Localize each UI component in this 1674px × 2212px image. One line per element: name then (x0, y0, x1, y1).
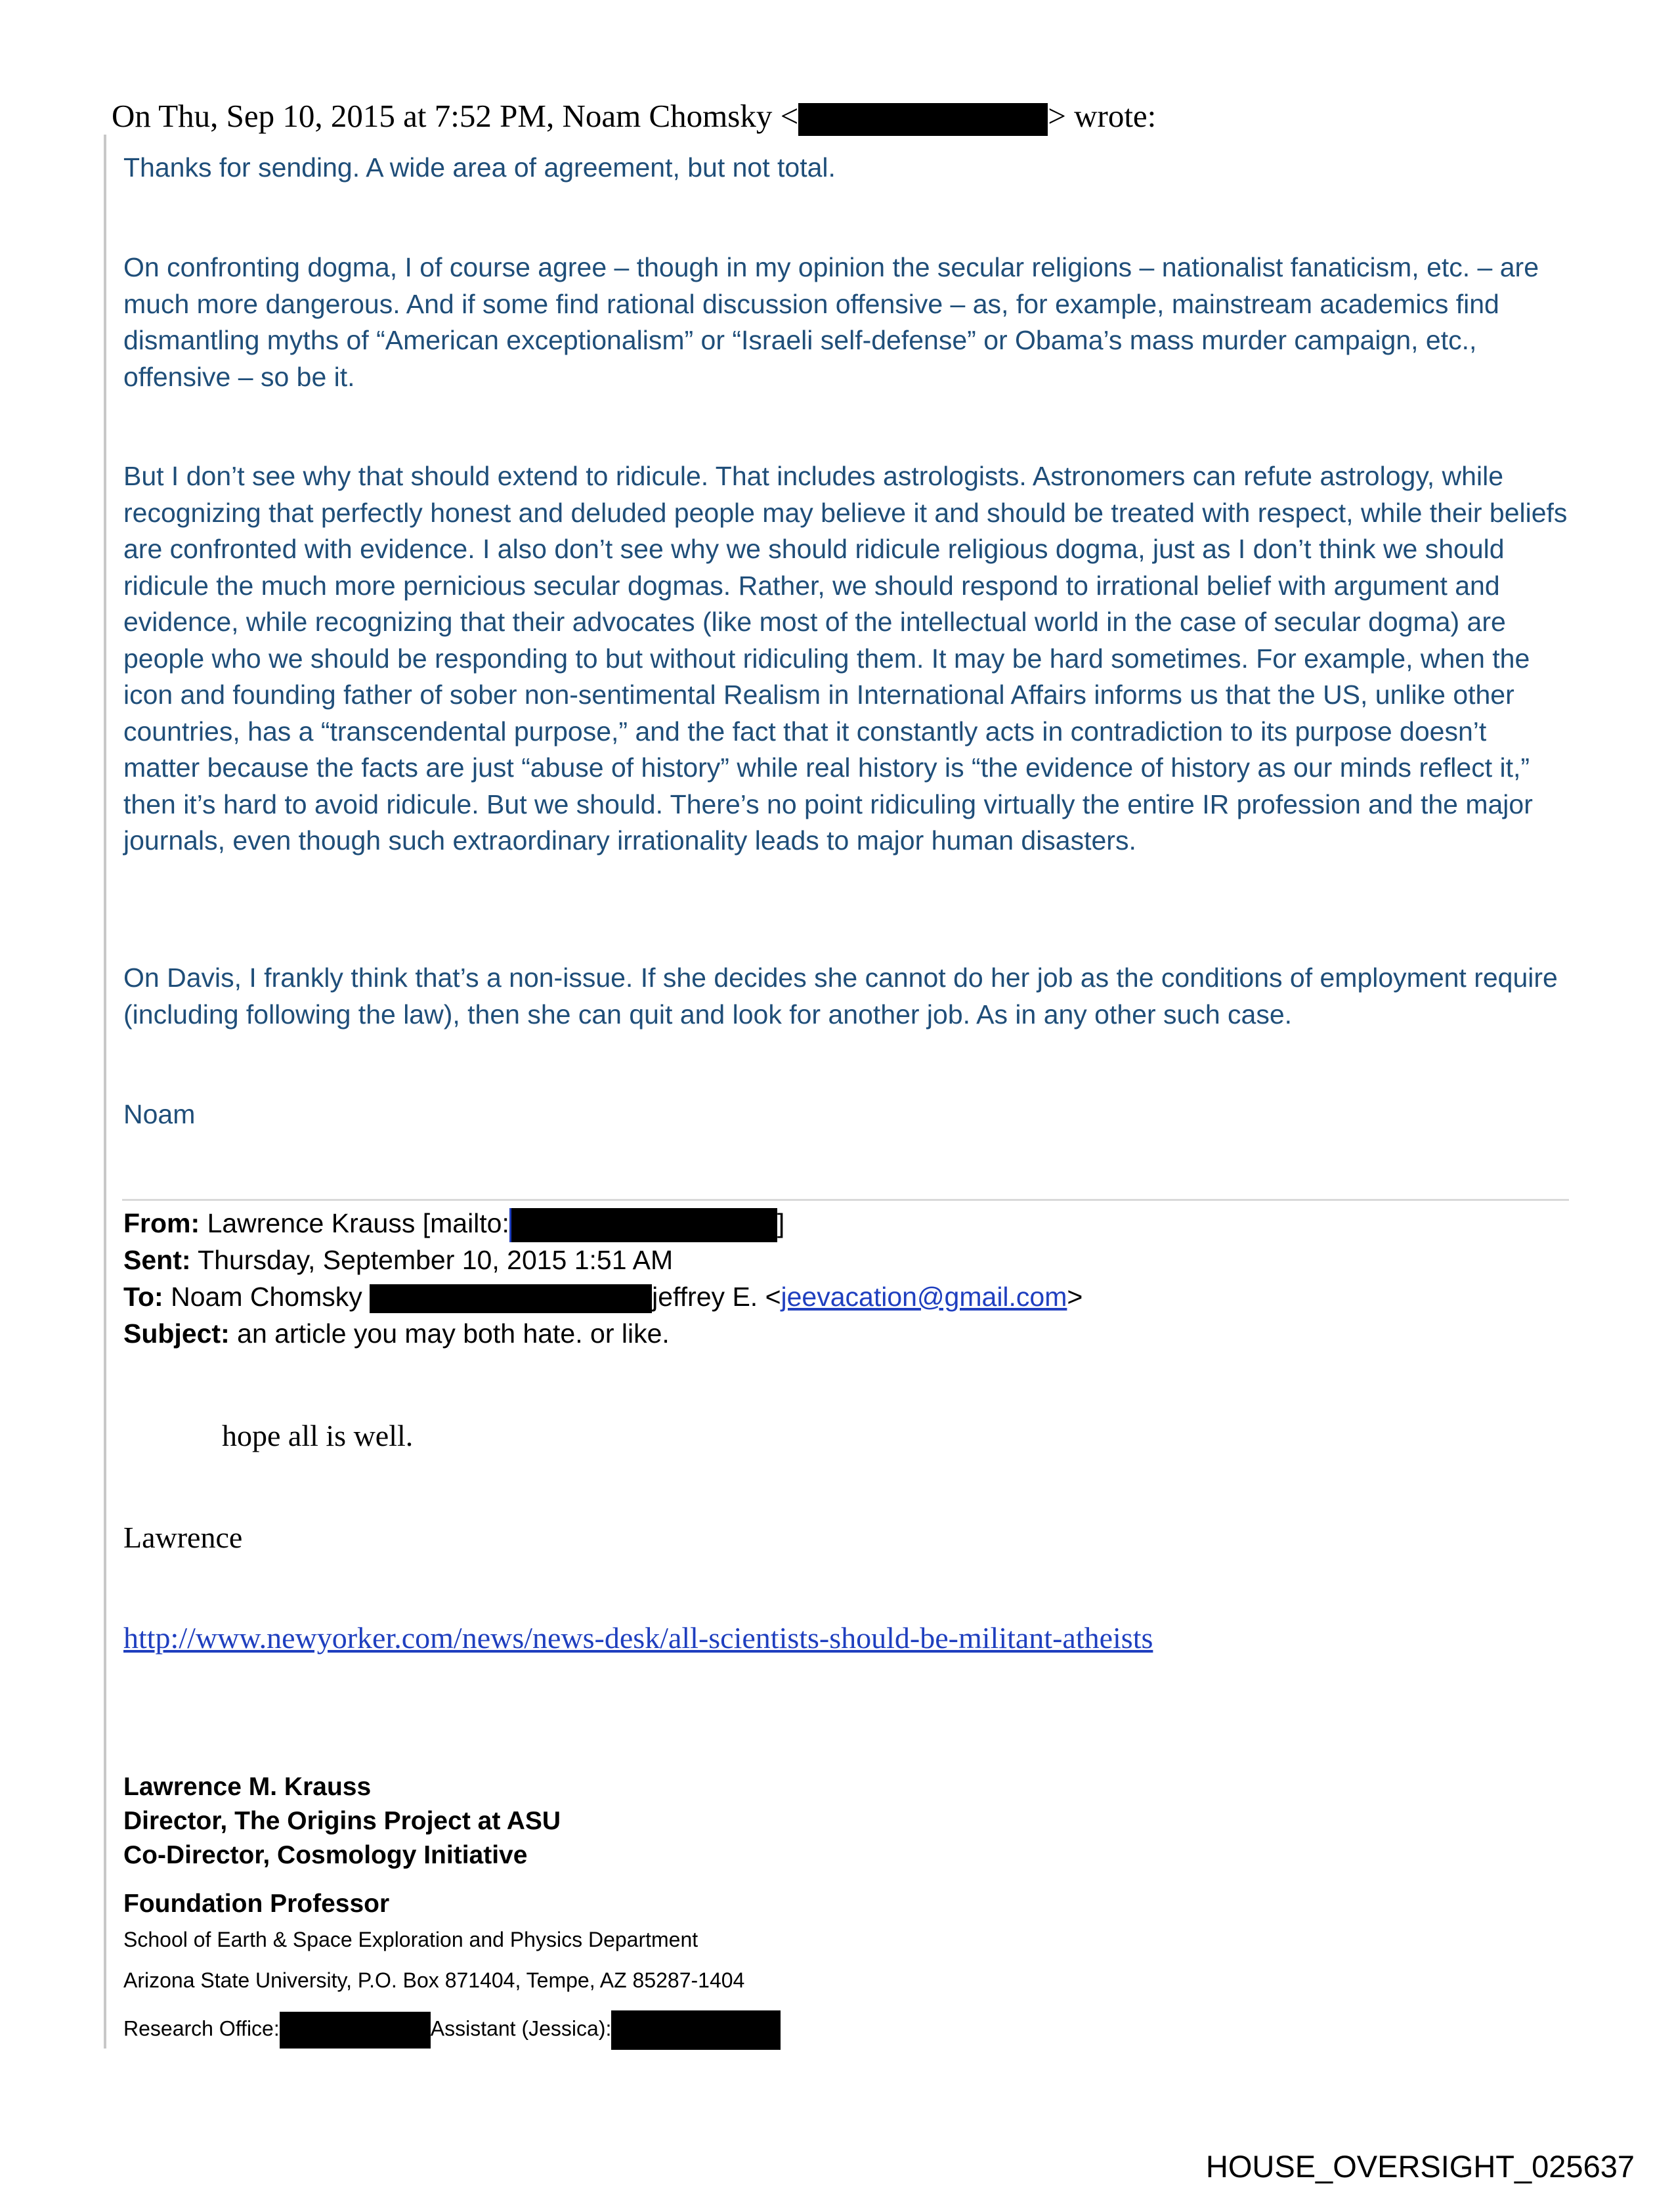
sent-value: Thursday, September 10, 2015 1:51 AM (198, 1245, 674, 1275)
subject-line (123, 1318, 670, 1349)
reply-signoff: Noam (123, 1099, 196, 1129)
reply-header-prefix: On Thu, Sep 10, 2015 at 7:52 PM, Noam Chomsky < (112, 98, 799, 134)
redaction-block (611, 2010, 781, 2050)
research-office-label: Research Office: (123, 2016, 280, 2041)
from-line (123, 1208, 784, 1242)
reply-header (112, 97, 1156, 136)
reply-header-suffix: > wrote: (1048, 98, 1157, 134)
redaction-block (280, 2012, 431, 2049)
article-link[interactable]: http://www.newyorker.com/news/news-desk/all-scientists-should-be-militant-atheists (123, 1621, 1153, 1655)
subject-value: an article you may both hate. or like. (237, 1318, 670, 1349)
body-greeting: hope all is well. (222, 1419, 414, 1452)
signature-title-1: Director, The Origins Project at ASU (123, 1807, 561, 1835)
body-name: Lawrence (123, 1521, 243, 1554)
to-label: To: (123, 1282, 163, 1312)
to-close: > (1067, 1282, 1083, 1312)
reply-paragraph-2: On confronting dogma, I of course agree – though in my opinion the secular religions – nationalist fanaticism, etc. – are much more dangerous. And if some find rational discussion offensive – as, for example, mainstream academics find dismantling myths of “American exceptionalism” or “Israeli self-defense” or Obama’s mass murder campaign, etc., offensive – so be it. (123, 252, 1539, 392)
bates-number: HOUSE_OVERSIGHT_025637 (1205, 2149, 1635, 2184)
separator-line (122, 1199, 1569, 1201)
reply-paragraph-1: Thanks for sending. A wide area of agreement, but not total. (123, 152, 836, 183)
quote-bar (104, 135, 106, 2049)
sent-label: Sent: (123, 1245, 191, 1275)
signature-address: Arizona State University, P.O. Box 871404, Tempe, AZ 85287-1404 (123, 1968, 745, 1992)
assistant-label: Assistant (Jessica): (430, 2016, 612, 2041)
redaction-block (798, 103, 1048, 136)
sent-line (123, 1245, 673, 1276)
signature-department: School of Earth & Space Exploration and Physics Department (123, 1928, 698, 1951)
signature-title-2: Co-Director, Cosmology Initiative (123, 1841, 528, 1869)
to-value: Noam Chomsky (171, 1282, 362, 1312)
from-value: Lawrence Krauss [mailto: (207, 1208, 509, 1238)
reply-paragraph-3: But I don’t see why that should extend to ridicule. That includes astrologists. Astronomers can refute astrology, while recognizing that perfectly honest and deluded people may believe it and should be treated with respect, while their beliefs are confronted with evidence. I also don’t see why we should ridicule religious dogma, just as I don’t think we should ridicule the much more pernicious secular dogmas. Rather, we should respond to irrational belief with argument and evidence, while recognizing that their advocates (like most of the intellectual world in the case of secular dogma) are people who we should be responding to but without ridiculing them. It may be hard sometimes. For example, when the icon and founding father of sober non-sentimental Realism in International Affairs informs us that the US, unlike other countries, has a “transcendental purpose,” and the fact that it constantly acts in contradiction to its purpose doesn’t matter because the facts are just “abuse of history” while real history is “the evidence of history as our minds reflect it,” then it’s hard to avoid ridicule. But we should. There’s no point ridiculing virtually the entire IR profession and the major journals, even though such extraordinary irrationality leads to major human disasters. (123, 461, 1568, 856)
redaction-block (370, 1284, 652, 1313)
email-link[interactable]: jeevacation@gmail.com (781, 1282, 1067, 1312)
from-label: From: (123, 1208, 200, 1238)
redaction-block (509, 1208, 777, 1242)
from-close: ] (777, 1208, 785, 1238)
signature-name: Lawrence M. Krauss (123, 1773, 372, 1801)
reply-paragraph-4: On Davis, I frankly think that’s a non-issue. If she decides she cannot do her job as the conditions of employment require (including following the law), then she can quit and look for another job. As in any other such case. (123, 963, 1558, 1030)
signature-contacts (123, 2010, 781, 2050)
signature-title-3: Foundation Professor (123, 1890, 390, 1918)
to-value-2: jeffrey E. < (652, 1282, 781, 1312)
to-line (123, 1282, 1083, 1313)
subject-label: Subject: (123, 1318, 230, 1349)
